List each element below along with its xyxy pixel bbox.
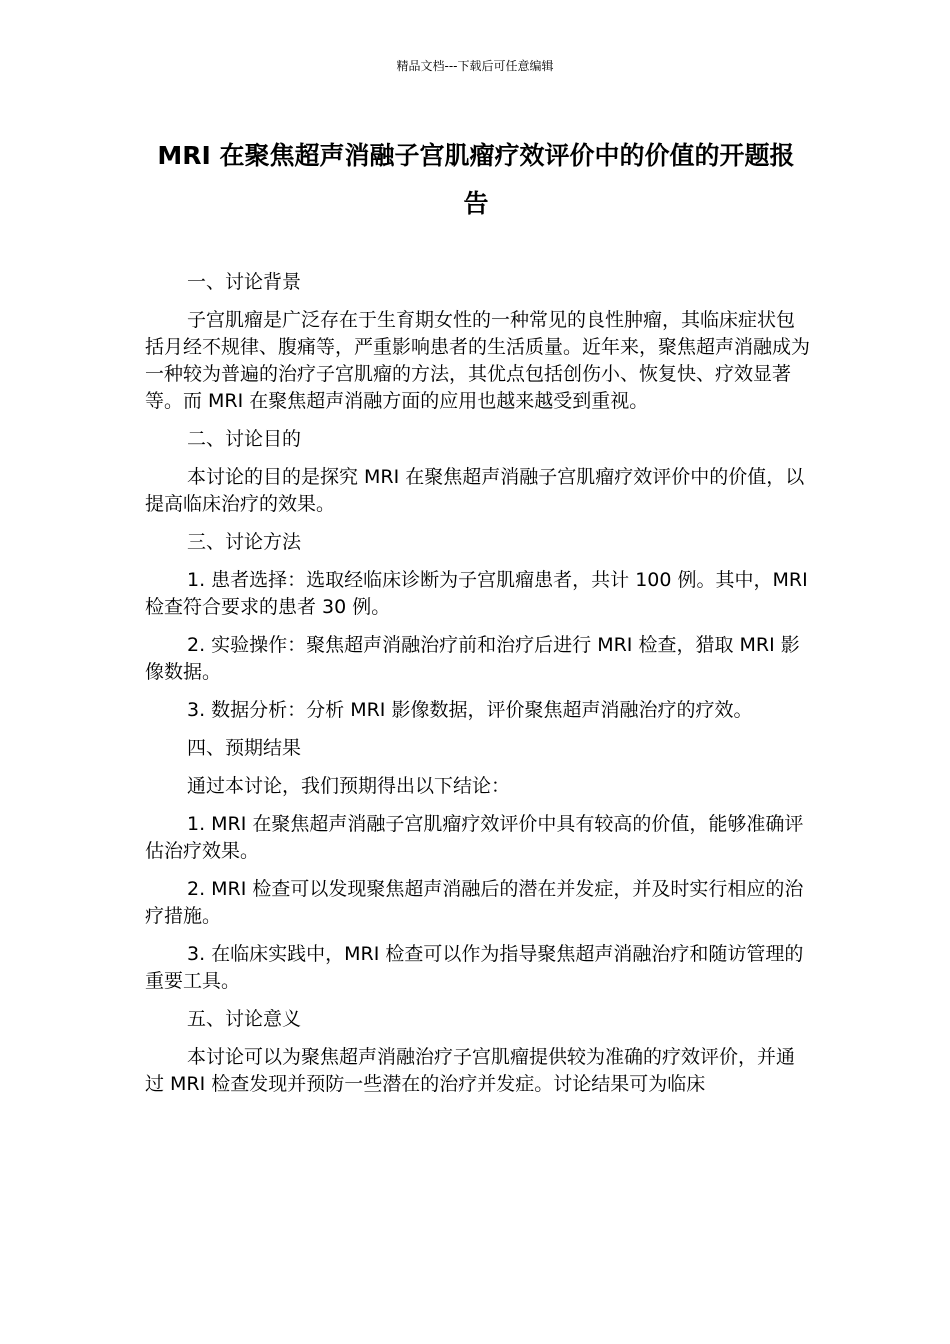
paragraph-method-procedure: 2. 实验操作：聚焦超声消融治疗前和治疗后进行 MRI 检查，猎取 MRI 影像数据。 [145, 634, 800, 683]
paragraph-expected-intro: 通过本讨论，我们预期得出以下结论： [187, 775, 511, 797]
paragraph-method-patients: 1. 患者选择：选取经临床诊断为子宫肌瘤患者，共计 100 例。其中，MRI 检查符合要求的患者 30 例。 [145, 569, 808, 618]
section-heading-expected-results: 四、预期结果 [187, 737, 302, 759]
section-heading-background: 一、讨论背景 [187, 271, 302, 293]
section-heading-methods: 三、讨论方法 [187, 531, 302, 553]
page-header: 精品文档---下载后可任意编辑 [396, 59, 554, 73]
section-heading-purpose: 二、讨论目的 [187, 428, 302, 450]
paragraph-expected-2: 2. MRI 检查可以发现聚焦超声消融后的潜在并发症，并及时实行相应的治疗措施。 [145, 878, 804, 927]
paragraph-significance: 本讨论可以为聚焦超声消融治疗子宫肌瘤提供较为准确的疗效评价，并通过 MRI 检查发现并预防一些潜在的治疗并发症。讨论结果可为临床 [145, 1046, 796, 1095]
document-title: MRI 在聚焦超声消融子宫肌瘤疗效评价中的价值的开题报告 [157, 141, 795, 218]
paragraph-expected-3: 3. 在临床实践中，MRI 检查可以作为指导聚焦超声消融治疗和随访管理的重要工具。 [145, 943, 804, 992]
paragraph-expected-1: 1. MRI 在聚焦超声消融子宫肌瘤疗效评价中具有较高的价值，能够准确评估治疗效果。 [145, 813, 804, 862]
paragraph-purpose: 本讨论的目的是探究 MRI 在聚焦超声消融子宫肌瘤疗效评价中的价值，以提高临床治疗的效果。 [145, 466, 805, 515]
document-body [145, 269, 810, 1109]
section-heading-significance: 五、讨论意义 [187, 1008, 302, 1030]
paragraph-method-analysis: 3. 数据分析：分析 MRI 影像数据，评价聚焦超声消融治疗的疗效。 [187, 699, 753, 721]
paragraph-background: 子宫肌瘤是广泛存在于生育期女性的一种常见的良性肿瘤，其临床症状包括月经不规律、腹痛等，严重影响患者的生活质量。近年来，聚焦超声消融成为一种较为普遍的治疗子宫肌瘤的方法，其优点包括创伤小、恢复快、疗效显著等。而 MRI 在聚焦超声消融方面的应用也越来越受到重视。 [145, 309, 811, 412]
